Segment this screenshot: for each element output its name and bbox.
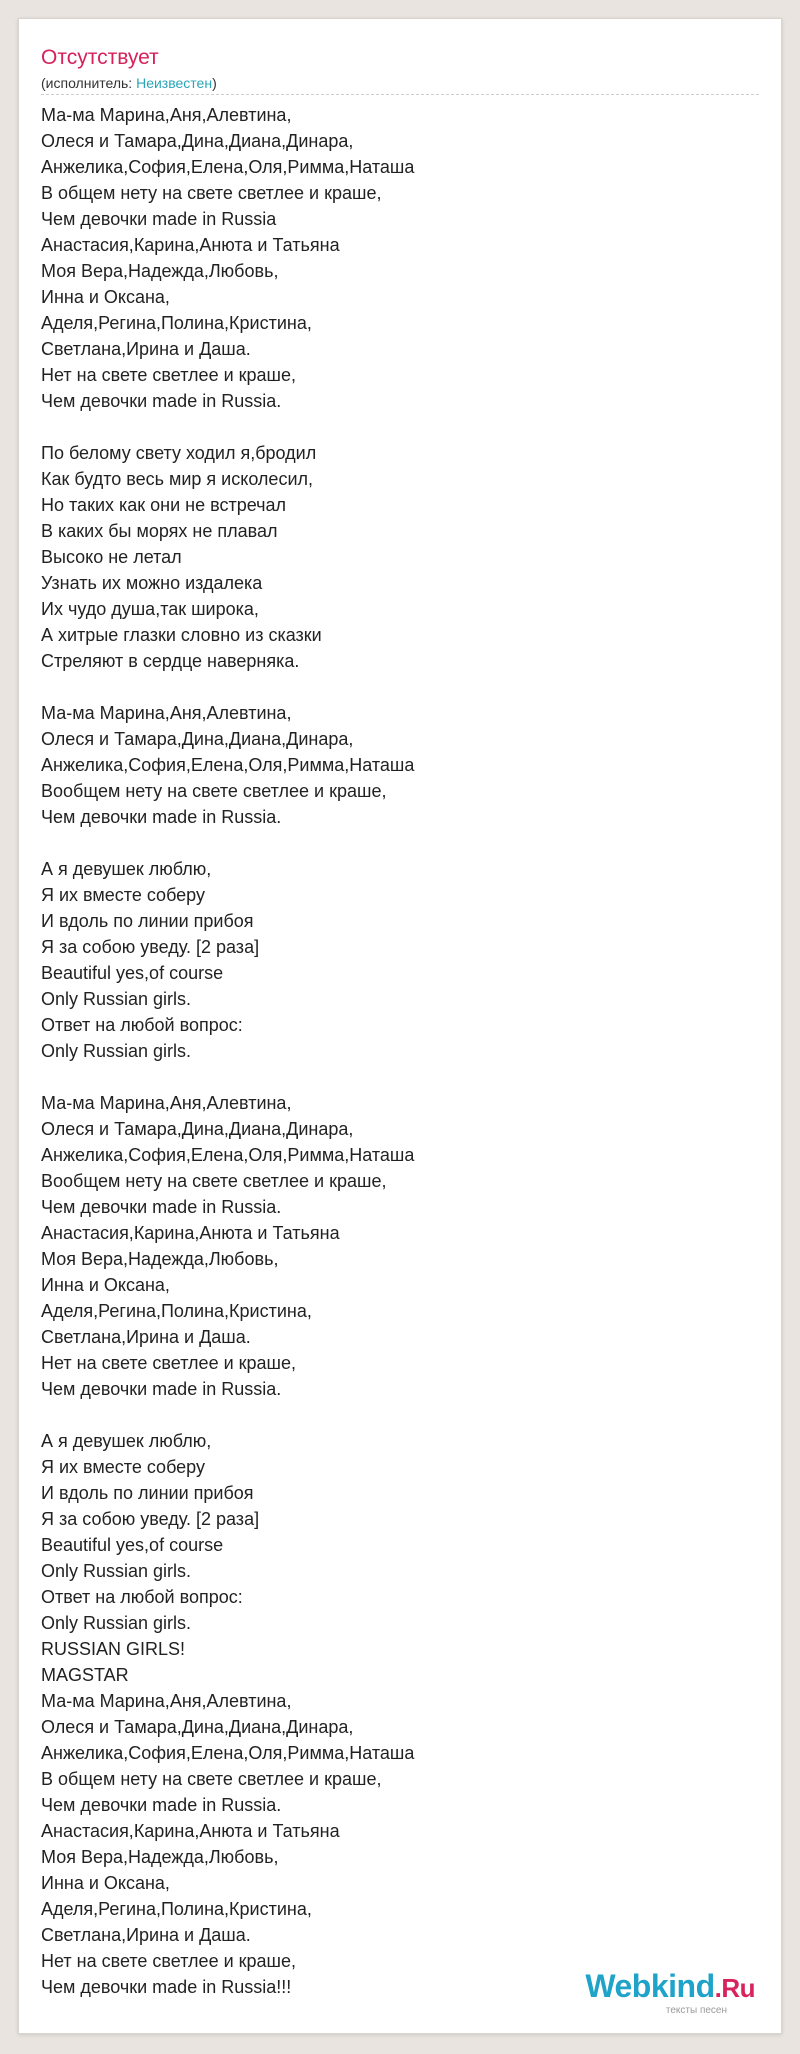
lyric-line: Инна и Оксана, [41,287,170,307]
lyric-line: Высоко не летал [41,547,182,567]
lyric-line [41,414,761,440]
lyric-line: А я девушек люблю, [41,859,212,879]
lyric-line: Only Russian girls. [41,989,192,1009]
lyric-line: Инна и Оксана, [41,1873,170,1893]
lyric-line: Чем девочки made in Russia [41,209,277,229]
lyric-line [41,1064,761,1090]
lyrics-card [18,18,782,2034]
lyric-line: Анастасия,Карина,Анюта и Татьяна [41,1223,340,1243]
lyric-line: Я их вместе соберу [41,885,205,905]
lyric-line: Аделя,Регина,Полина,Кристина, [41,1301,312,1321]
artist-prefix: (исполнитель: [41,75,137,91]
logo-tagline: тексты песен [665,2005,727,2016]
lyric-line: По белому свету ходил я,бродил [41,443,317,463]
lyric-line: Инна и Оксана, [41,1275,170,1295]
lyric-line: Only Russian girls. [41,1561,192,1581]
lyric-line: Ма-ма Марина,Аня,Алевтина, [41,105,292,125]
lyric-line [41,1402,761,1428]
lyric-line: Светлана,Ирина и Даша. [41,1327,251,1347]
lyric-line: Моя Вера,Надежда,Любовь, [41,1847,279,1867]
lyric-line: Beautiful yes,of course [41,1535,224,1555]
lyric-line: Only Russian girls. [41,1041,192,1061]
lyric-line: RUSSIAN GIRLS! [41,1639,186,1659]
artist-link[interactable]: Неизвестен [136,75,213,91]
logo-wordmark [565,1969,755,2005]
lyrics-text [41,102,761,2000]
lyric-line: В каких бы морях не плавал [41,521,278,541]
lyric-line: Чем девочки made in Russia. [41,1197,282,1217]
lyric-line: Чем девочки made in Russia. [41,1795,282,1815]
lyric-line: Ответ на любой вопрос: [41,1587,243,1607]
lyric-line: Нет на свете светлее и краше, [41,1951,296,1971]
lyric-line: Чем девочки made in Russia!!! [41,1977,292,1997]
lyric-line: И вдоль по линии прибоя [41,911,254,931]
lyric-line: Я за собою уведу. [2 раза] [41,1509,260,1529]
lyric-line: MAGSTAR [41,1665,129,1685]
lyric-line: Анжелика,София,Елена,Оля,Римма,Наташа [41,157,415,177]
lyric-line: Олеся и Тамара,Дина,Диана,Динара, [41,729,354,749]
lyric-line: И вдоль по линии прибоя [41,1483,254,1503]
lyric-line: Beautiful yes,of course [41,963,224,983]
lyric-line: Анастасия,Карина,Анюта и Татьяна [41,1821,340,1841]
lyric-line: Анжелика,София,Елена,Оля,Римма,Наташа [41,1145,415,1165]
lyric-line: В общем нету на свете светлее и краше, [41,183,382,203]
logo-domain: .Ru [714,1973,755,2003]
lyric-line: Аделя,Регина,Полина,Кристина, [41,1899,312,1919]
lyric-line: Моя Вера,Надежда,Любовь, [41,261,279,281]
lyric-line: Чем девочки made in Russia. [41,391,282,411]
lyric-line: Вообщем нету на свете светлее и краше, [41,1171,387,1191]
lyric-line: Стреляют в сердце наверняка. [41,651,300,671]
lyric-line: Ма-ма Марина,Аня,Алевтина, [41,1093,292,1113]
lyric-line: Чем девочки made in Russia. [41,1379,282,1399]
lyric-line: В общем нету на свете светлее и краше, [41,1769,382,1789]
song-title: Отсутствует [41,46,159,69]
lyric-line: Вообщем нету на свете светлее и краше, [41,781,387,801]
lyric-line: Светлана,Ирина и Даша. [41,1925,251,1945]
lyric-line [41,674,761,700]
lyric-line: Их чудо душа,так широка, [41,599,259,619]
lyric-line: Нет на свете светлее и краше, [41,365,296,385]
lyric-line: Ма-ма Марина,Аня,Алевтина, [41,703,292,723]
lyric-line: Светлана,Ирина и Даша. [41,339,251,359]
lyric-line: Я их вместе соберу [41,1457,205,1477]
artist-suffix: ) [212,75,217,91]
logo-name: Webkind [585,1968,715,2004]
lyric-line: Моя Вера,Надежда,Любовь, [41,1249,279,1269]
lyric-line: Олеся и Тамара,Дина,Диана,Динара, [41,1119,354,1139]
lyric-line [41,830,761,856]
lyric-line: Ма-ма Марина,Аня,Алевтина, [41,1691,292,1711]
lyric-line: Only Russian girls. [41,1613,192,1633]
lyric-line: Чем девочки made in Russia. [41,807,282,827]
lyric-line: Анастасия,Карина,Анюта и Татьяна [41,235,340,255]
lyric-line: Анжелика,София,Елена,Оля,Римма,Наташа [41,1743,415,1763]
site-logo[interactable] [565,1969,755,2019]
lyric-line: Но таких как они не встречал [41,495,287,515]
lyric-line: А хитрые глазки словно из сказки [41,625,322,645]
artist-line [41,73,217,93]
lyric-line: Узнать их можно издалека [41,573,263,593]
lyric-line: А я девушек люблю, [41,1431,212,1451]
lyric-line: Нет на свете светлее и краше, [41,1353,296,1373]
lyric-line: Анжелика,София,Елена,Оля,Римма,Наташа [41,755,415,775]
title-divider [41,94,759,95]
lyric-line: Олеся и Тамара,Дина,Диана,Динара, [41,131,354,151]
lyric-line: Я за собою уведу. [2 раза] [41,937,260,957]
lyric-line: Как будто весь мир я исколесил, [41,469,314,489]
lyric-line: Ответ на любой вопрос: [41,1015,243,1035]
lyric-line: Аделя,Регина,Полина,Кристина, [41,313,312,333]
lyric-line: Олеся и Тамара,Дина,Диана,Динара, [41,1717,354,1737]
